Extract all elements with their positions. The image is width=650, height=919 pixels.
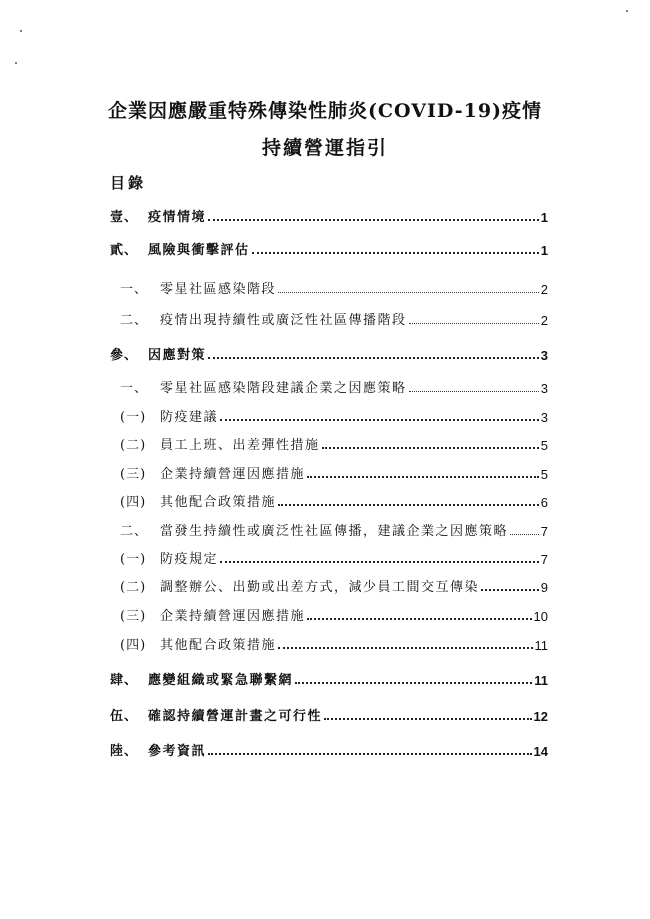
toc-entry-label: 應變組織或緊急聯繫網 <box>148 673 294 688</box>
toc-entry-page-number: 5 <box>540 438 548 453</box>
toc-entry-number: (二) <box>120 438 147 453</box>
dot-leader <box>322 447 539 449</box>
toc-entry[interactable] <box>120 575 548 595</box>
toc-entry-number: 伍、 <box>110 709 139 724</box>
toc-entry-page-number: 1 <box>540 243 548 258</box>
dot-leader <box>278 647 532 649</box>
toc-entry[interactable] <box>120 433 548 453</box>
toc-entry-label: 企業持續營運因應措施 <box>160 467 306 482</box>
dot-leader <box>278 292 539 293</box>
toc-entry-page-number: 10 <box>533 609 548 624</box>
toc-entry-page-number: 6 <box>540 495 548 510</box>
toc-entry-page-number: 1 <box>540 210 548 225</box>
toc-entry[interactable] <box>120 405 548 425</box>
toc-entry[interactable] <box>110 238 548 258</box>
toc-entry-number: (三) <box>120 467 147 482</box>
dot-leader <box>510 534 539 535</box>
toc-entry[interactable] <box>110 205 548 225</box>
dot-leader <box>208 357 539 359</box>
toc-entry-page-number: 3 <box>540 410 548 425</box>
toc-entry-label: 參考資訊 <box>148 744 207 759</box>
toc-entry[interactable] <box>120 633 548 653</box>
toc-entry[interactable] <box>120 490 548 510</box>
dot-leader <box>409 391 539 392</box>
toc-entry-label: 防疫建議 <box>160 410 219 425</box>
toc-entry-label: 因應對策 <box>148 348 207 363</box>
toc-entry-label: 其他配合政策措施 <box>160 495 277 510</box>
toc-entry[interactable] <box>120 376 548 396</box>
toc-entry-number: 參、 <box>110 348 139 363</box>
toc-entry-page-number: 3 <box>540 381 548 396</box>
toc-entry-page-number: 11 <box>534 673 548 688</box>
dot-leader <box>252 252 539 254</box>
toc-entry-label: 調整辦公、出勤或出差方式，減少員工間交互傳染 <box>160 580 480 595</box>
toc-entry-page-number: 3 <box>540 348 548 363</box>
toc-entry[interactable] <box>120 547 548 567</box>
toc-entry-number: 二、 <box>120 524 149 539</box>
dot-leader <box>278 504 539 506</box>
toc-entry[interactable] <box>120 462 548 482</box>
toc-entry-label: 風險與衝擊評估 <box>148 243 250 258</box>
toc-entry-label: 當發生持續性或廣泛性社區傳播，建議企業之因應策略 <box>160 524 509 539</box>
dot-leader <box>481 589 539 591</box>
toc-entry-label: 疫情出現持續性或廣泛性社區傳播階段 <box>160 313 407 328</box>
toc-entry-label: 零星社區感染階段建議企業之因應策略 <box>160 381 407 396</box>
toc-entry-page-number: 11 <box>534 638 548 653</box>
toc-entry[interactable] <box>110 343 548 363</box>
toc-entry[interactable] <box>120 277 548 297</box>
toc-entry-number: (三) <box>120 609 147 624</box>
toc-entry[interactable] <box>110 704 548 724</box>
dot-leader <box>220 561 539 563</box>
dot-leader <box>220 419 539 421</box>
dot-leader <box>307 476 539 478</box>
toc-entry-number: 壹、 <box>110 210 139 225</box>
toc-heading: 目錄 <box>110 174 147 192</box>
toc-entry-number: (一) <box>120 552 147 567</box>
document-title: 企業因應嚴重特殊傳染性肺炎(COVID-19)疫情 <box>107 100 543 122</box>
toc-entry-label: 其他配合政策措施 <box>160 638 277 653</box>
toc-entry-number: 一、 <box>120 282 149 297</box>
toc-entry-page-number: 2 <box>540 313 548 328</box>
toc-entry-number: 二、 <box>120 313 149 328</box>
dot-leader <box>208 219 539 221</box>
toc-entry[interactable] <box>110 668 548 688</box>
toc-entry-number: 一、 <box>120 381 149 396</box>
toc-entry-page-number: 2 <box>540 282 548 297</box>
toc-entry[interactable] <box>120 604 548 624</box>
document-subtitle: 持續營運指引 <box>261 137 388 159</box>
dot-leader <box>295 682 532 684</box>
dot-leader <box>208 753 532 755</box>
toc-entry-label: 零星社區感染階段 <box>160 282 277 297</box>
toc-entry-number: (四) <box>120 638 147 653</box>
toc-entry-number: 貳、 <box>110 243 139 258</box>
toc-entry-page-number: 12 <box>533 709 548 724</box>
dot-leader <box>409 323 539 324</box>
toc-entry-number: 肆、 <box>110 673 139 688</box>
toc-entry[interactable] <box>110 739 548 759</box>
toc-entry-number: (一) <box>120 410 147 425</box>
toc-entry-number: (二) <box>120 580 147 595</box>
toc-entry-number: 陸、 <box>110 744 139 759</box>
toc-entry[interactable] <box>120 308 548 328</box>
toc-entry-label: 疫情情境 <box>148 210 207 225</box>
toc-entry[interactable] <box>120 519 548 539</box>
toc-entry-page-number: 7 <box>540 552 548 567</box>
toc-entry-label: 防疫規定 <box>160 552 219 567</box>
toc-entry-label: 確認持續營運計畫之可行性 <box>148 709 323 724</box>
toc-entry-page-number: 14 <box>533 744 548 759</box>
toc-entry-page-number: 7 <box>540 524 548 539</box>
toc-entry-page-number: 5 <box>540 467 548 482</box>
toc-entry-page-number: 9 <box>540 580 548 595</box>
toc-entry-label: 員工上班、出差彈性措施 <box>160 438 320 453</box>
dot-leader <box>324 718 532 720</box>
toc-entry-label: 企業持續營運因應措施 <box>160 609 306 624</box>
dot-leader <box>307 618 532 620</box>
toc-entry-number: (四) <box>120 495 147 510</box>
